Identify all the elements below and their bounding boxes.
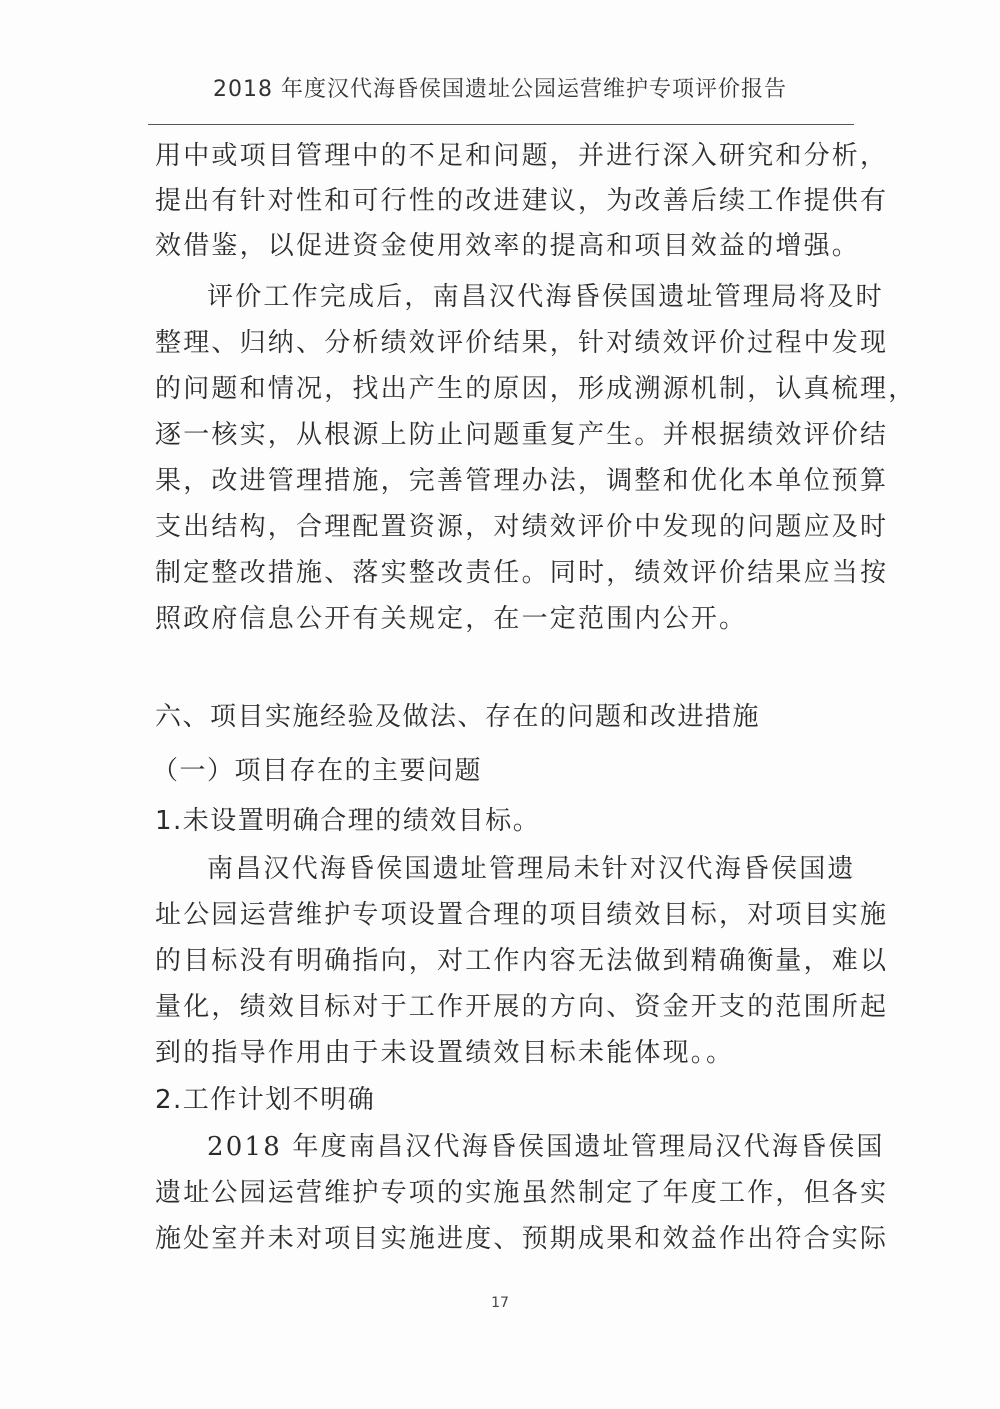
paragraph-line: 2018 年度南昌汉代海昏侯国遗址管理局汉代海昏侯国 bbox=[207, 1132, 885, 1162]
page-number: 17 bbox=[491, 1295, 509, 1311]
paragraph-line: 量化，绩效目标对于工作开展的方向、资金开支的范围所起 bbox=[155, 992, 889, 1022]
paragraph-line: 支出结构，合理配置资源，对绩效评价中发现的问题应及时 bbox=[155, 512, 889, 542]
paragraph-line: 的目标没有明确指向，对工作内容无法做到精确衡量，难以 bbox=[155, 946, 889, 976]
paragraph-line: 提出有针对性和可行性的改进建议，为改善后续工作提供有 bbox=[155, 186, 889, 216]
paragraph-line: 制定整改措施、落实整改责任。同时，绩效评价结果应当按 bbox=[155, 558, 889, 588]
paragraph-line: 的问题和情况，找出产生的原因，形成溯源机制，认真梳理， bbox=[155, 374, 917, 404]
paragraph-line: 用中或项目管理中的不足和问题，并进行深入研究和分析， bbox=[155, 141, 889, 171]
item-heading: 2.工作计划不明确 bbox=[155, 1085, 376, 1115]
subsection-heading: （一）项目存在的主要问题 bbox=[152, 756, 483, 786]
paragraph-line: 址公园运营维护专项设置合理的项目绩效目标，对项目实施 bbox=[155, 900, 889, 930]
paragraph-line: 整理、归纳、分析绩效评价结果，针对绩效评价过程中发现 bbox=[155, 328, 889, 358]
paragraph-line: 到的指导作用由于未设置绩效目标未能体现。。 bbox=[155, 1038, 735, 1068]
report-header-title: 2018 年度汉代海昏侯国遗址公园运营维护专项评价报告 bbox=[213, 77, 787, 102]
item-heading: 1.未设置明确合理的绩效目标。 bbox=[155, 806, 541, 836]
section-heading: 六、项目实施经验及做法、存在的问题和改进措施 bbox=[155, 702, 761, 732]
paragraph-line: 效借鉴，以促进资金使用效率的提高和项目效益的增强。 bbox=[155, 231, 861, 261]
header-divider bbox=[148, 124, 854, 125]
paragraph-line: 果，改进管理措施，完善管理办法，调整和优化本单位预算 bbox=[155, 466, 889, 496]
paragraph-line: 施处室并未对项目实施进度、预期成果和效益作出符合实际 bbox=[155, 1224, 889, 1254]
paragraph-line: 照政府信息公开有关规定，在一定范围内公开。 bbox=[155, 604, 748, 634]
paragraph-line: 遗址公园运营维护专项的实施虽然制定了年度工作，但各实 bbox=[155, 1178, 889, 1208]
paragraph-line: 逐一核实，从根源上防止问题重复产生。并根据绩效评价结 bbox=[155, 420, 889, 450]
paragraph-line: 评价工作完成后，南昌汉代海昏侯国遗址管理局将及时 bbox=[207, 282, 884, 312]
paragraph-line: 南昌汉代海昏侯国遗址管理局未针对汉代海昏侯国遗 bbox=[207, 854, 856, 884]
